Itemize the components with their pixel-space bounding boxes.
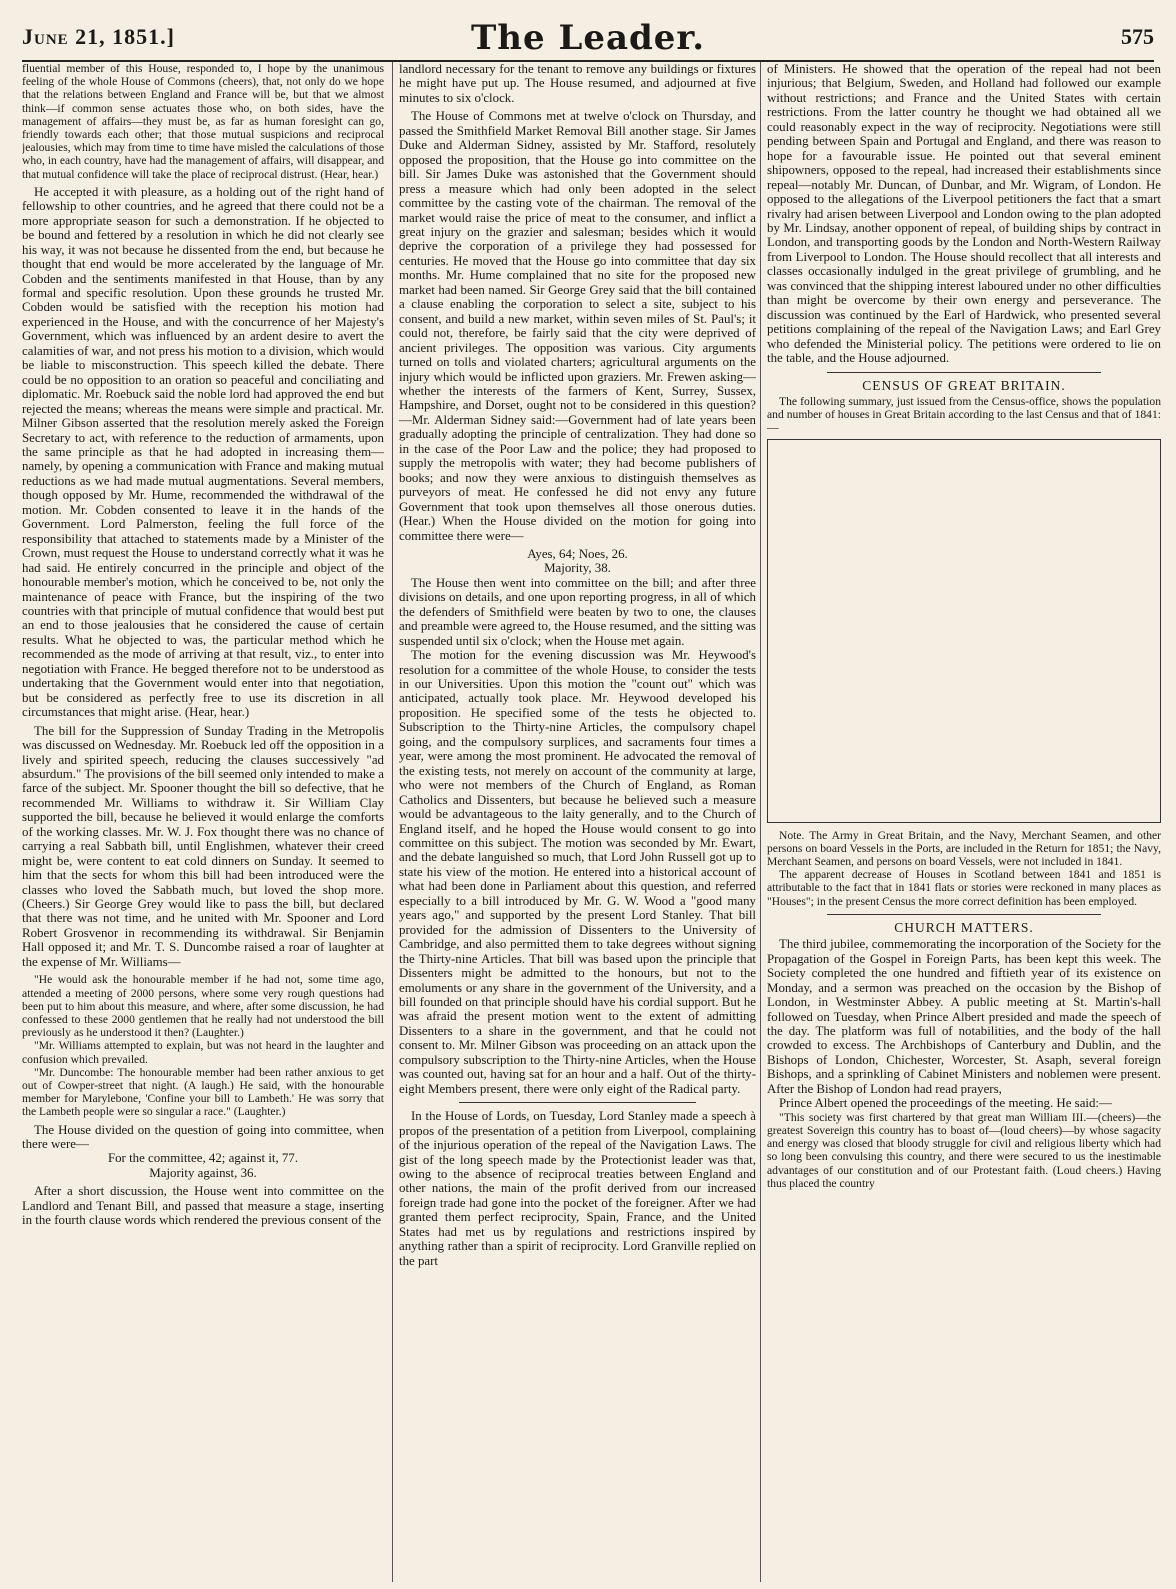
table-row (928, 439, 940, 440)
newspaper-title: The Leader. (470, 18, 706, 58)
census-table-rotated (771, 439, 1153, 440)
table-row (916, 439, 928, 440)
table-row (892, 439, 904, 440)
vote-majority: Majority, 38. (544, 561, 611, 576)
quote: "This society was first chartered by that great man William III.—(cheers)—the greatest Sovereign this country has to boast of—(loud cheers)—by whose sagacity and energy was closed that bloody struggle for civil and religious liberty which had so long been convulsing this country, and there were secured to us the inestimable advantages of our constitution and of our Protestant faith. (Loud cheers.) Having thus placed the country (767, 1110, 1161, 1190)
column-2 (392, 62, 756, 1582)
vote-result: For the committee, 42; against it, 77. (107, 1151, 299, 1166)
table-row (844, 439, 856, 440)
paragraph: fluential member of this House, responded to, I hope by the unanimous feeling of the whole House of Commons (cheers), that, not only do we hope that the relations between England and France will be, but that we almost think—if common sense actuates those who, on both sides, have the management of affairs—they must be, as far as human foresight can go, friendly towards each other; that those mutual suspicions and reciprocal jealousies, which may from time to time have misled the calculations of those who, in each country, have had the management of affairs, will disappear, and that mutual confidence will take the place of reciprocal distrust. (Hear, hear.) (22, 62, 384, 181)
section-heading-census: CENSUS OF GREAT BRITAIN. (862, 377, 1066, 393)
census-intro: The following summary, just issued from the Census-office, shows the population and number of houses in Great Britain according to the last Census and that of 1841:— (767, 394, 1161, 435)
paragraph: The third jubilee, commemorating the incorporation of the Society for the Propagation of the Gospel in Foreign Parts, has been kept this week. The Society completed the one hundred and fiftieth year of its existence on Monday, and a sermon was preached on the occasion by the Bishop of London, in Westminster Abbey. A public meeting at St. Martin's-hall followed on Tuesday, when Prince Albert presided and made the speech of the day. The platform was full of notabilities, and the body of the hall crowded to excess. The Archbishops of Canterbury and Dublin, and the Bishops of London, Chichester, Worcester, St. Asaph, several foreign Bishops, and a sprinkling of Cabinet Ministers and noblemen were present. After the Bishop of London had read prayers, (767, 937, 1161, 1096)
vote-result: Ayes, 64; Noes, 26. (527, 546, 628, 561)
census-note: Note. The Army in Great Britain, and the Navy, Merchant Seamen, and other persons on board Vessels in the Ports, are included in the Return for 1851; the Navy, Merchant Seamen, and persons on board Vessels, were not included in 1841. (767, 828, 1161, 868)
paragraph: Prince Albert opened the proceedings of the meeting. He said:— (779, 1096, 1112, 1111)
quote: "He would ask the honourable member if he had not, some time ago, attended a meeting of 2000 persons, where some very rough questions had been put to him about this measure, and where, after some discussion, he had confessed to these 2000 gentlemen that he really had not understood the bill previously as he understood it then? (Laughter.) (22, 973, 384, 1040)
table-row (856, 439, 868, 440)
table-corner (772, 439, 796, 440)
paragraph: The bill for the Suppression of Sunday Trading in the Metropolis was discussed on Wednesday. Mr. Roebuck led off the opposition in a lively and spirited speech, reducing the clauses successively "ad absurdum." The provisions of the bill seemed only intended to make a farce of the subject. Mr. Spooner thought the bill so defective, that he recommended Mr. Williams to withdraw it. Sir William Clay supported the bill, because he believed it would enlarge the comforts of the working classes. Mr. W. J. Fox thought there was no chance of carrying a real Sabbath bill, until Englishmen, whatever their creed might be, were content to eat cold dinners on Sunday. It seemed to him that the sects for whom this bill had been introduced were the classes who loved the Sabbath much, but loved the shop more. (Cheers.) Sir George Grey would like to pass the bill, but declared that there was not time, and he united with Mr. Spooner and Lord Robert Grosvenor in recommending its withdrawal. Sir Benjamin Hall opposed it; and Mr. T. S. Duncombe raised a roar of laughter at the expense of Mr. Williams— (22, 723, 384, 969)
paragraph: The House divided on the question of going into committee, when there were— (22, 1122, 384, 1151)
paragraph: After a short discussion, the House went into committee on the Landlord and Tenant Bill, and passed that measure a stage, inserting in the fourth clause words which rendered the previous consent of the (22, 1184, 384, 1228)
column-1 (22, 62, 384, 1582)
page-number: 575 (1121, 24, 1154, 49)
census-table-frame (767, 439, 1161, 823)
paragraph: The House then went into committee on the bill; and after three divisions on details, and one upon reporting progress, in all of which the defenders of Smithfield were beaten by two to one, the clauses and preamble were agreed to, the House resumed, and the sitting was suspended until six o'clock; when the House met again. (399, 575, 756, 648)
table-corner (796, 439, 808, 440)
paragraph: The House of Commons met at twelve o'clock on Thursday, and passed the Smithfield Market Removal Bill another stage. Sir James Duke and Alderman Sidney, assisted by Mr. Stafford, resolutely opposed the proposition, that the House go into committee on the bill. Sir James Duke was astonished that the Government should press a measure which had only been adopted in the select committee by the casting vote of the chairman. The removal of the market would raise the price of meat to the consumer, and inflict a great injury on the grazier and salesman; besides which it would deprive the corporation of a privilege they had possessed for centuries. He moved that the House go into committee that day six months. Mr. Hume complained that no site for the proposed new market had been named. Sir George Grey said that the bill contained a clause enabling the corporation to select a site, subject to his consent, and build a new market, within seven miles of St. Paul's; it could not, therefore, be fairly said that the city were deprived of ancient privileges. The opposition was various. City arguments turned on tolls and violated charters; agricultural arguments on the injury which would be inflicted upon graziers. Mr. Frewen asking—whether the interests of the farmers of Kent, Surrey, Sussex, Hampshire, and Dorset, ought not to be considered in this question?—Mr. Alderman Sidney said:—Government had of late years been gradually adopting the principle of centralization. They had done so in the case of the Poor Law and the police; they had proposed to supply the metropolis with water; they had become publishers of books; and now they were anxious to distinguish themselves as purveyors of meat. He confessed he did not envy any future Government that took upon themselves all those onerous duties. (Hear.) When the House divided on the motion for going into committee there were— (399, 109, 756, 543)
paragraph: of Ministers. He showed that the operation of the repeal had not been injurious; that Belgium, Sweden, and Holland had followed our example without restrictions; and France and the United States with certain restrictions. From the latter country he thought we had obtained all we could reasonably expect in the way of reciprocity. Negotiations were still pending between Spain and Portugal and England, and there was reason to hope for a favourable issue. He pointed out that several eminent shipowners, opposed to the repeal, had increased their establishments since repeal—notably Mr. Duncan, of Dunbar, and Mr. Wigram, of London. He opposed to the allegations of the Liverpool petitioners the fact that a smart rivalry had arisen between Liverpool and London owing to the plan adopted by Mr. Lindsay, another opponent of repeal, of building ships by contract in London, and transporting goods by the London and North-Western Railway from Liverpool to London. The House should recollect that all interests and classes occasionally indulged in the great privilege of grumbling, and he was convinced that the shipping interest laboured under no other difficulties than might be overcome by their own energy and perseverance. The discussion was continued by the Earl of Hardwick, who presented several petitions complaining of the repeal of the Navigation Laws; and Earl Grey who defended the Ministerial policy. The petitions were ordered to lie on the table, and the House adjourned. (767, 62, 1161, 366)
table-row (832, 439, 844, 440)
table-row (904, 439, 916, 440)
census-table (771, 439, 952, 440)
table-corner (868, 439, 892, 440)
quote: "Mr. Williams attempted to explain, but was not heard in the laughter and confusion which prevailed. (22, 1039, 384, 1066)
table-row (940, 439, 952, 440)
divider (827, 914, 1101, 915)
table-row (820, 439, 832, 440)
divider (827, 372, 1101, 373)
column-3 (760, 62, 1161, 1582)
table-row (808, 439, 820, 440)
census-note: The apparent decrease of Houses in Scotland between 1841 and 1851 is attributable to the fact that in 1841 flats or stories were reckoned in many places as "Houses"; in the present Census the more correct definition has been employed. (767, 868, 1161, 908)
paragraph: He accepted it with pleasure, as a holding out of the right hand of fellowship to other countries, and he agreed that there could not be a more appropriate season for such a demonstration. If he objected to be bound and fettered by a resolution in which he did not clearly see his way, it was not because he dissented from the end, but because he thought that end would be more accelerated by the language of Mr. Cobden and the sentiments manifested in that House, than by any formal and specific resolution. Upon these grounds he trusted Mr. Cobden would be satisfied with the reception his motion had experienced in the House, and with the concurrence of her Majesty's Government, which was influenced by an ardent desire to avert the calamities of war, and not press his motion to a division, which would be liable to misconstruction. This speech killed the debate. There could be no opposition to an oration so peaceful and conciliating and diplomatic. Mr. Roebuck said the noble lord had approved the end but rejected the means; whereas the means were simple and practical. Mr. Milner Gibson asserted that the resolution merely asked the Foreign Secretary to act, with reference to the reduction of armaments, upon the same principle as that he had adopted in increasing them—namely, by opening a communication with France and making mutual reductions as we had made mutual augmentations. Several members, though opposed by Mr. Hume, recommended the withdrawal of the motion. Mr. Cobden consented to leave it in the hands of the Government. Lord Palmerston, feeling the full force of the responsibility that attached to statements made by a Minister of the Crown, must request the House to understand correctly what it was he had said. He entirely concurred in the principle and object of the honourable member's motion, which he conceived to be, not only the maintenance of peace with France, but the inspiring of the two countries with that principle of mutual confidence that would best put an end to those jealousies that he considered the cause of certain results. What he objected to was, the particular method which he recommended as the mode of arriving at that result, viz., to enter into negotiation with France. He begged therefore not to be understood as undertaking that the Government would enter into that negotiation, but be considered as perfectly free to use its discretion in all circumstances that might arise. (Hear, hear.) (22, 184, 384, 720)
paragraph: In the House of Lords, on Tuesday, Lord Stanley made a speech à propos of the presentation of a petition from Liverpool, complaining of the injurious operation of the repeal of the Navigation Laws. The gist of the long speech made by the Protectionist leader was that, owing to the absence of reciprocal treaties between England and other nations, the main of the profit derived from our increased foreign trade had gone into the pocket of the foreigner. After we had granted them perfect reciprocity, Spain, France, and the United States had met us by regulations and restrictions inspired by anything rather than a spirit of reciprocity. Lord Granville replied on the part (399, 1109, 756, 1268)
vote-majority: Majority against, 36. (149, 1165, 257, 1180)
divider (459, 1102, 696, 1103)
section-heading-church: CHURCH MATTERS. (894, 919, 1034, 935)
quote: "Mr. Duncombe: The honourable member had been rather anxious to get out of Cowper-street that night. (A laugh.) He said, with the honourable member for Marylebone, 'Confine your bill to Lambeth.' He was sorry that the Lambeth people were so singular a race." (Laughter.) (22, 1065, 384, 1119)
paragraph: landlord necessary for the tenant to remove any buildings or fixtures he might have put up. The House resumed, and adjourned at five minutes to six o'clock. (399, 62, 756, 105)
masthead (22, 18, 1154, 62)
issue-date: June 21, 1851.] (22, 24, 175, 49)
paragraph: The motion for the evening discussion was Mr. Heywood's resolution for a committee of the whole House, to consider the tests in our Universities. Upon this motion the "count out" which was anticipated, actually took place. Mr. Heywood developed his proposition. He specified some of the tests he objected to. Subscription to the Thirty-nine Articles, the compulsory chapel going, and the compulsory surplices, and sacraments four times a year, were among the most prominent. He advocated the removal of the existing tests, not merely on account of the community at large, who were not members of the Church of England, as Roman Catholics and Dissenters, but because he believed such a measure would be advantageous to the laity generally, and to the Church of England itself, and he hoped the House would consent to go into committee on this subject. The motion was seconded by Mr. Ewart, and the debate languished so much, that Lord John Russell got up to state his view of the motion. He entered into a historical account of what had been done in Parliament about this question, and referred especially to a bill introduced by Mr. G. W. Wood a "good many years ago," and supported by the present Lord Stanley. That bill provided for the admission of Dissenters to the University of Cambridge, and also permitted them to take degrees without signing the Thirty-nine Articles. That bill was based upon the principle that Dissenters might be admitted to the honours, but not to the emoluments or any share in the government of the University, and a bill founded on that principle should have his cordial support. But he was afraid the present motion went to the extent of admitting Dissenters to a share in the government, and that he could not consent to. Mr. Milner Gibson was proceeding on an attack upon the compulsory subscription to the Thirty-nine Articles, when the House was counted out, having sat for an hour and a half. Out of the thirty-eight Members present, there were only eight of the Radical party. (399, 648, 756, 1096)
